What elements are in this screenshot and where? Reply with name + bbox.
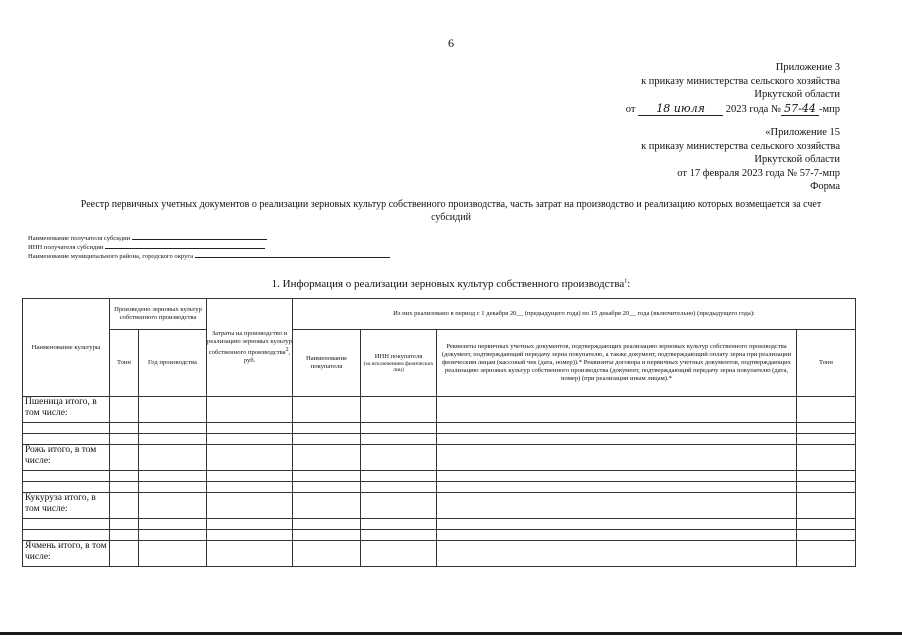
recipient-inn-blank xyxy=(105,248,265,249)
table-row xyxy=(23,541,856,567)
table-row xyxy=(23,445,856,471)
table-row xyxy=(23,434,856,445)
table-cell[interactable] xyxy=(139,397,207,423)
table-cell[interactable] xyxy=(797,397,856,423)
table-row xyxy=(23,471,856,482)
section-title-text: 1. Информация о реализации зерновых культур собственного производства xyxy=(271,278,625,290)
table-row xyxy=(23,530,856,541)
table-cell[interactable] xyxy=(361,541,437,567)
recipient-inn-field xyxy=(28,244,265,253)
col-header-costs xyxy=(207,299,293,397)
appendix-line2: к приказу министерства сельского хозяйства xyxy=(641,75,840,87)
table-cell[interactable] xyxy=(110,445,139,471)
table-row xyxy=(23,482,856,493)
table-cell[interactable] xyxy=(361,397,437,423)
recipient-name-field xyxy=(28,235,267,244)
page-number: 6 xyxy=(448,36,454,50)
table-cell[interactable] xyxy=(437,445,797,471)
table-cell[interactable] xyxy=(293,397,361,423)
costs-footnote: 2 xyxy=(285,346,289,353)
date-mid: 2023 года № xyxy=(725,103,781,115)
date-prefix: от xyxy=(625,103,636,115)
crop-name-cell: Пшеница итого, в том числе: xyxy=(23,397,110,423)
table-cell[interactable] xyxy=(207,493,293,519)
col-header-crop: Наименование культуры xyxy=(23,299,110,397)
registry-table xyxy=(22,298,856,567)
table-cell[interactable] xyxy=(110,541,139,567)
table-row xyxy=(23,493,856,519)
col-header-sold: Из них реализовано в период с 1 декабря 20__ (предыдущего года) по 15 декабря 20__ года (включительно) (предыдущего года): xyxy=(293,299,856,330)
table-row xyxy=(23,519,856,530)
date-suffix: -мпр xyxy=(818,103,840,115)
table-cell[interactable] xyxy=(207,397,293,423)
table-row xyxy=(23,423,856,434)
crop-name-cell: Рожь итого, в том числе: xyxy=(23,445,110,471)
col-header-inn xyxy=(361,330,437,397)
appendix-line3: Иркутской области xyxy=(754,89,840,100)
table-cell[interactable] xyxy=(437,397,797,423)
crop-name-cell: Кукуруза итого, в том числе: xyxy=(23,493,110,519)
section-footnote-mark: 1 xyxy=(624,278,628,285)
col-header-documents: Реквизиты первичных учетных документов, подтверждающих реализацию зерновых культур собственного производства (документ, подтверждающий передачу зерна покупателю, а также документ, подтверждающий оплату зерна при реализации физическим лицам (кассовый чек (дата, номер)).* Реквизиты договора и первичных учетных документов, подтверждающих реализацию зерновых культур собственного производства (документ, подтверждающий передачу зерна покупателю (дата, номер) (при реализации иным лицам).* xyxy=(437,330,797,397)
table-cell[interactable] xyxy=(293,445,361,471)
table-cell[interactable] xyxy=(797,493,856,519)
table-cell[interactable] xyxy=(797,541,856,567)
appendix-line1: Приложение 3 xyxy=(775,62,840,73)
col-header-tons: Тонн xyxy=(110,330,139,397)
col-header-tons-sold: Тонн xyxy=(797,330,856,397)
table-cell[interactable] xyxy=(110,397,139,423)
municipality-label: Наименование муниципального района, городского округа xyxy=(28,253,194,260)
table-cell[interactable] xyxy=(437,493,797,519)
municipality-blank xyxy=(195,257,390,258)
costs-label: Затраты на производство и реализацию зерновых культур собственного производства xyxy=(207,329,292,357)
municipality-field xyxy=(28,253,390,262)
original-appendix-line3: Иркутской области xyxy=(754,154,840,165)
crop-name-cell: Ячмень итого, в том числе: xyxy=(23,541,110,567)
table-cell[interactable] xyxy=(293,541,361,567)
form-label: Форма xyxy=(810,181,840,192)
table-cell[interactable] xyxy=(361,493,437,519)
original-appendix-line4: от 17 февраля 2023 года № 57-7-мпр xyxy=(677,167,840,179)
col-header-produced: Произведено зерновых культур собственного производства xyxy=(110,299,207,330)
appendix-date-line xyxy=(626,102,840,117)
original-appendix-header xyxy=(641,126,840,194)
recipient-name-blank xyxy=(132,239,267,240)
costs-unit: , руб. xyxy=(243,349,291,365)
recipient-inn-label: ИНН получателя субсидии xyxy=(28,244,104,251)
inn-label: ИНН покупателя xyxy=(374,352,423,360)
table-cell[interactable] xyxy=(293,493,361,519)
inn-note: (за исключением физических лиц) xyxy=(363,360,434,373)
handwritten-date: 18 июля xyxy=(638,102,723,117)
section-title xyxy=(0,278,902,290)
table-cell[interactable] xyxy=(207,541,293,567)
original-appendix-line1: «Приложение 15 xyxy=(765,127,840,138)
recipient-name-label: Наименование получателя субсидии xyxy=(28,235,131,242)
appendix-header xyxy=(626,61,840,116)
table-cell[interactable] xyxy=(797,445,856,471)
handwritten-number: 57-44 xyxy=(781,102,819,117)
table-cell[interactable] xyxy=(139,541,207,567)
page-bottom-edge xyxy=(0,632,902,635)
table-cell[interactable] xyxy=(437,541,797,567)
document-title: Реестр первичных учетных документов о реализации зерновых культур собственного производства, часть затрат на производство и реализацию которых возмещается за счет субсидий xyxy=(80,199,822,223)
table-cell[interactable] xyxy=(207,445,293,471)
section-title-suffix: : xyxy=(627,278,631,290)
col-header-buyer: Наименование покупателя xyxy=(293,330,361,397)
table-cell[interactable] xyxy=(139,445,207,471)
table-cell[interactable] xyxy=(361,445,437,471)
col-header-year: Год производства xyxy=(139,330,207,397)
table-cell[interactable] xyxy=(110,493,139,519)
table-cell[interactable] xyxy=(139,493,207,519)
table-row xyxy=(23,397,856,423)
original-appendix-line2: к приказу министерства сельского хозяйства xyxy=(641,140,840,152)
